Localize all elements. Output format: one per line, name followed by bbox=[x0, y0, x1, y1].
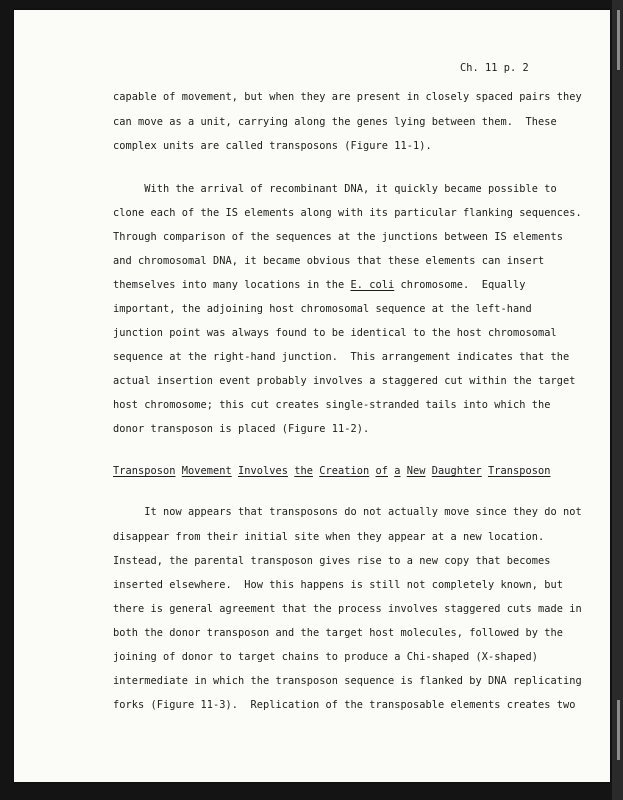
text-line: host chromosome; this cut creates single-stranded tails into which the bbox=[113, 399, 551, 411]
text-line: Through comparison of the sequences at the junctions between IS elements bbox=[113, 231, 563, 243]
heading-word: Creation bbox=[319, 465, 370, 477]
text-line: capable of movement, but when they are present in closely spaced pairs they bbox=[113, 91, 582, 103]
text-line-with-species-name bbox=[113, 276, 525, 294]
scanner-edge bbox=[612, 0, 623, 800]
text-line: important, the adjoining host chromosomal sequence at the left-hand bbox=[113, 303, 532, 315]
species-name: E. coli bbox=[350, 279, 395, 291]
heading-word: of bbox=[375, 465, 388, 477]
edge-mark bbox=[617, 10, 620, 70]
heading-word: the bbox=[294, 465, 313, 477]
edge-mark bbox=[617, 700, 620, 760]
section-heading bbox=[113, 462, 551, 480]
text-line: and chromosomal DNA, it became obvious that these elements can insert bbox=[113, 255, 545, 267]
page-header: Ch. 11 p. 2 bbox=[460, 62, 529, 74]
heading-word: Transposon bbox=[488, 465, 551, 477]
text-line: both the donor transposon and the target host molecules, followed by the bbox=[113, 627, 563, 639]
text-line: actual insertion event probably involves a staggered cut within the target bbox=[113, 375, 576, 387]
text-line: clone each of the IS elements along with its particular flanking sequences. bbox=[113, 207, 582, 219]
text-line: intermediate in which the transposon sequence is flanked by DNA replicating bbox=[113, 675, 582, 687]
text-segment: chromosome. Equally bbox=[394, 279, 526, 291]
text-line: can move as a unit, carrying along the genes lying between them. These bbox=[113, 116, 557, 128]
text-line: It now appears that transposons do not actually move since they do not bbox=[113, 506, 582, 518]
text-line: donor transposon is placed (Figure 11-2). bbox=[113, 423, 370, 435]
text-line: forks (Figure 11-3). Replication of the transposable elements creates two bbox=[113, 699, 576, 711]
heading-word: Movement bbox=[181, 465, 232, 477]
heading-word: Involves bbox=[238, 465, 288, 477]
text-segment: themselves into many locations in the bbox=[113, 279, 351, 291]
heading-word: New bbox=[406, 465, 426, 477]
heading-word: Transposon bbox=[113, 465, 176, 477]
text-line: joining of donor to target chains to produce a Chi-shaped (X-shaped) bbox=[113, 651, 538, 663]
document-page bbox=[14, 10, 610, 782]
heading-word: a bbox=[394, 465, 401, 477]
text-line: junction point was always found to be identical to the host chromosomal bbox=[113, 327, 557, 339]
text-line: Instead, the parental transposon gives rise to a new copy that becomes bbox=[113, 555, 551, 567]
heading-word: Daughter bbox=[431, 465, 482, 477]
text-line: With the arrival of recombinant DNA, it quickly became possible to bbox=[113, 183, 557, 195]
text-line: disappear from their initial site when they appear at a new location. bbox=[113, 531, 545, 543]
text-line: sequence at the right-hand junction. This arrangement indicates that the bbox=[113, 351, 570, 363]
text-line: complex units are called transposons (Figure 11-1). bbox=[113, 140, 432, 152]
text-line: inserted elsewhere. How this happens is still not completely known, but bbox=[113, 579, 563, 591]
text-line: there is general agreement that the process involves staggered cuts made in bbox=[113, 603, 582, 615]
